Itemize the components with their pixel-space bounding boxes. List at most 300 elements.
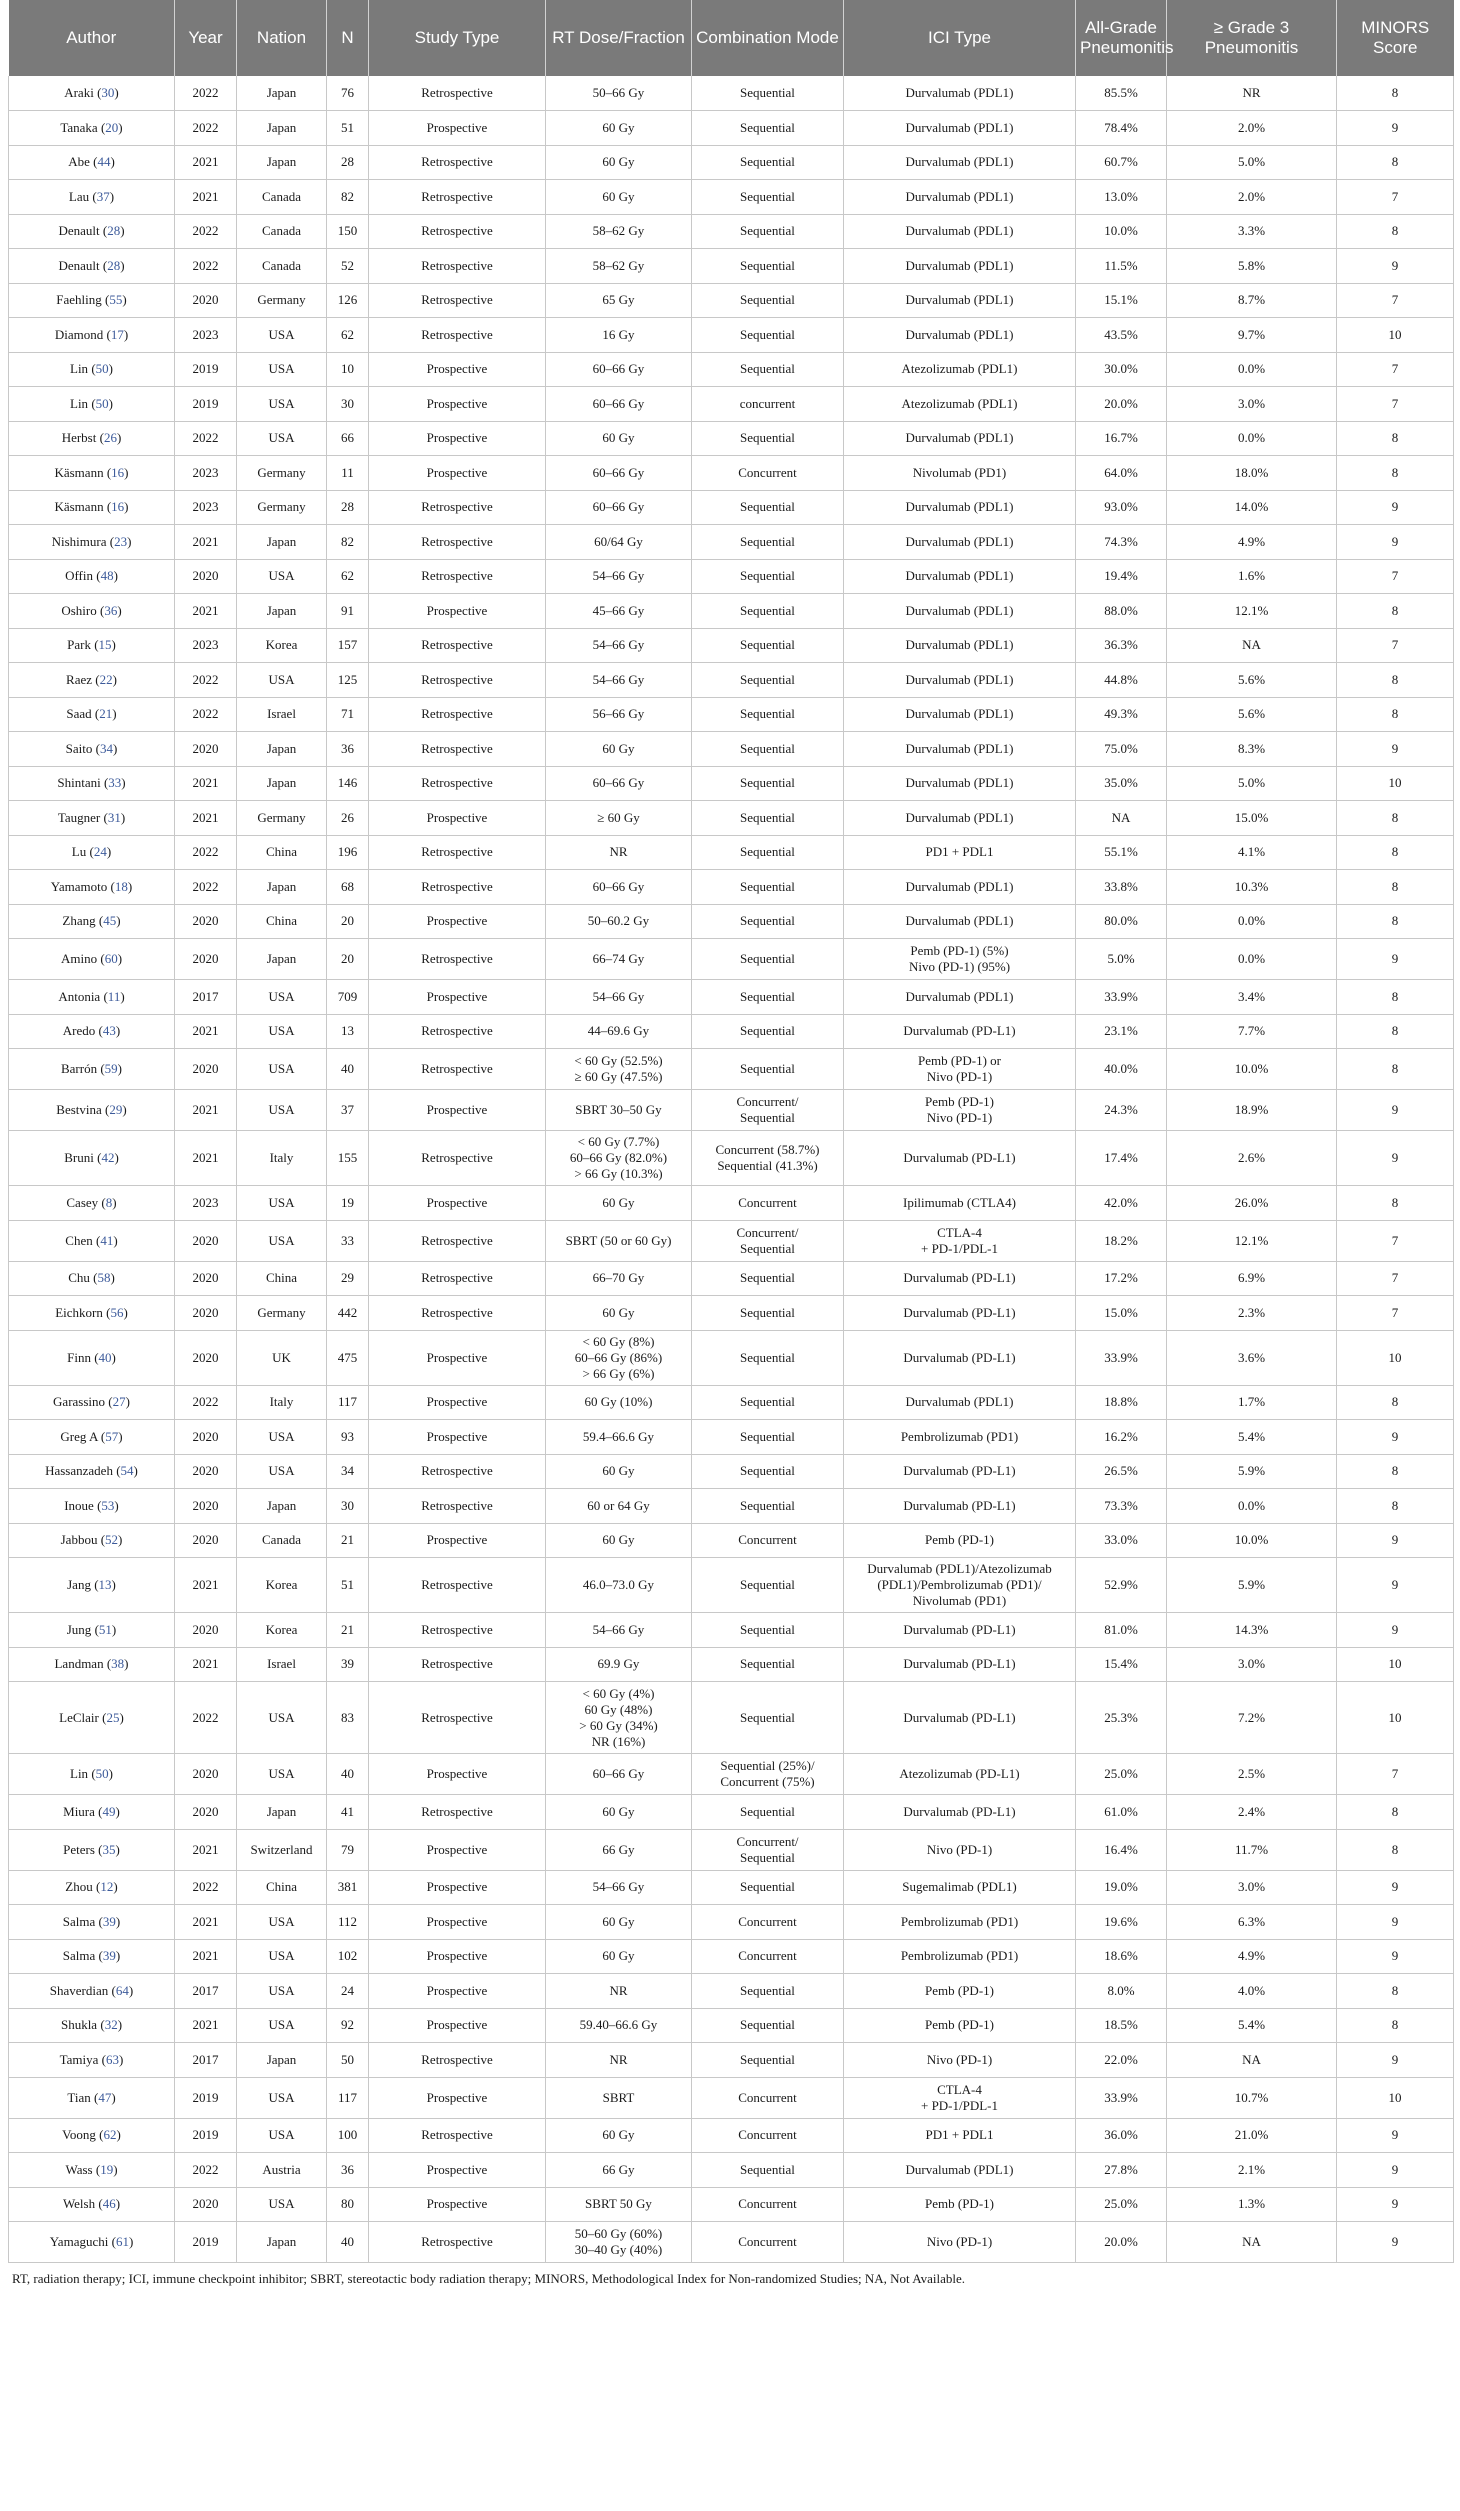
cell-author: Lin (50) [9, 1754, 175, 1795]
cell-grade3-pneumonitis: 3.0% [1167, 387, 1337, 422]
author-name: Jung [66, 1621, 92, 1637]
cell-minors-score: 9 [1337, 1939, 1454, 1974]
cell-combination-mode: Concurrent [692, 456, 844, 491]
cell-all-grade-pneumonitis: 33.0% [1076, 1523, 1167, 1558]
cell-grade3-pneumonitis: 2.5% [1167, 1754, 1337, 1795]
reference-link[interactable]: 41 [100, 1232, 114, 1248]
cell-grade3-pneumonitis: 6.9% [1167, 1261, 1337, 1296]
cell-minors-score: 7 [1337, 559, 1454, 594]
cell-rt-dose: 58–62 Gy [546, 214, 692, 249]
cell-all-grade-pneumonitis: 55.1% [1076, 835, 1167, 870]
cell-combination-mode: Sequential [692, 283, 844, 318]
cell-author: Tian (47) [9, 2077, 175, 2118]
table-row [9, 939, 1454, 980]
reference-link[interactable]: 22 [99, 671, 113, 687]
cell-nation: Korea [237, 1558, 327, 1613]
cell-year: 2022 [175, 697, 237, 732]
reference-link[interactable]: 50 [95, 361, 109, 377]
cell-all-grade-pneumonitis: 19.6% [1076, 1905, 1167, 1940]
cell-rt-dose: 50–66 Gy [546, 76, 692, 111]
reference-link[interactable]: 50 [95, 1766, 109, 1781]
cell-minors-score: 7 [1337, 1754, 1454, 1795]
author-name: Käsmann [54, 499, 104, 515]
reference-link[interactable]: 34 [99, 740, 113, 756]
cell-rt-dose: 60 Gy [546, 732, 692, 767]
cell-n: 125 [327, 663, 369, 698]
reference-link[interactable]: 63 [106, 2051, 120, 2067]
cell-nation: Germany [237, 283, 327, 318]
cell-all-grade-pneumonitis: 61.0% [1076, 1795, 1167, 1830]
cell-all-grade-pneumonitis: 16.7% [1076, 421, 1167, 456]
cell-year: 2017 [175, 2043, 237, 2078]
reference-link[interactable]: 21 [99, 706, 113, 722]
cell-grade3-pneumonitis: 1.7% [1167, 1385, 1337, 1420]
cell-nation: USA [237, 1049, 327, 1090]
cell-all-grade-pneumonitis: 18.8% [1076, 1385, 1167, 1420]
cell-nation: Japan [237, 76, 327, 111]
cell-rt-dose: 60 Gy [546, 1905, 692, 1940]
cell-ici-type: Durvalumab (PDL1) [844, 870, 1076, 905]
reference-link[interactable]: 59 [104, 1061, 118, 1076]
cell-minors-score: 7 [1337, 628, 1454, 663]
cell-study-type: Retrospective [369, 2043, 546, 2078]
reference-link[interactable]: 18 [114, 878, 128, 894]
reference-link[interactable]: 11 [107, 988, 121, 1004]
cell-ici-type: Durvalumab (PD-L1) [844, 1014, 1076, 1049]
cell-nation: Japan [237, 2222, 327, 2263]
cell-grade3-pneumonitis: 1.3% [1167, 2187, 1337, 2222]
cell-nation: Japan [237, 1795, 327, 1830]
cell-rt-dose: 65 Gy [546, 283, 692, 318]
header-author: Author [9, 0, 175, 76]
cell-study-type: Prospective [369, 1939, 546, 1974]
reference-link[interactable]: 37 [96, 188, 110, 204]
cell-ici-type: Nivolumab (PD1) [844, 456, 1076, 491]
cell-study-type: Retrospective [369, 1296, 546, 1331]
cell-minors-score: 8 [1337, 1829, 1454, 1870]
cell-n: 40 [327, 1049, 369, 1090]
cell-author: Faehling (55) [9, 283, 175, 318]
reference-link[interactable]: 28 [107, 223, 121, 239]
cell-n: 442 [327, 1296, 369, 1331]
reference-link[interactable]: 46 [102, 2196, 116, 2212]
cell-minors-score: 8 [1337, 1489, 1454, 1524]
cell-nation: UK [237, 1330, 327, 1385]
cell-ici-type: Nivo (PD-1) [844, 1829, 1076, 1870]
cell-n: 50 [327, 2043, 369, 2078]
reference-link[interactable]: 62 [103, 2127, 117, 2143]
cell-study-type: Retrospective [369, 76, 546, 111]
study-characteristics-table [8, 0, 1454, 2263]
cell-author: Eichkorn (56) [9, 1296, 175, 1331]
reference-link[interactable]: 40 [98, 1349, 112, 1365]
table-row [9, 1613, 1454, 1648]
reference-link[interactable]: 25 [106, 1709, 120, 1725]
reference-link[interactable]: 38 [111, 1656, 125, 1672]
author-name: Barrón [60, 1061, 98, 1076]
cell-study-type: Prospective [369, 421, 546, 456]
cell-author: Landman (38) [9, 1647, 175, 1682]
cell-study-type: Retrospective [369, 835, 546, 870]
cell-combination-mode: Sequential [692, 145, 844, 180]
cell-all-grade-pneumonitis: 8.0% [1076, 1974, 1167, 2009]
cell-ici-type: Durvalumab (PD-L1) [844, 1261, 1076, 1296]
reference-link[interactable]: 48 [100, 568, 114, 584]
cell-study-type: Prospective [369, 980, 546, 1015]
cell-combination-mode: Sequential [692, 1454, 844, 1489]
table-row [9, 180, 1454, 215]
author-name: Yamamoto [50, 878, 108, 894]
cell-rt-dose: 44–69.6 Gy [546, 1014, 692, 1049]
cell-all-grade-pneumonitis: 80.0% [1076, 904, 1167, 939]
author-name: Taugner [57, 809, 101, 825]
cell-ici-type: Durvalumab (PDL1) [844, 1385, 1076, 1420]
reference-link[interactable]: 64 [115, 1982, 129, 1998]
cell-year: 2020 [175, 1523, 237, 1558]
cell-combination-mode: Sequential [692, 2008, 844, 2043]
cell-ici-type: Durvalumab (PDL1) [844, 801, 1076, 836]
cell-n: 102 [327, 1939, 369, 1974]
reference-link[interactable]: 13 [98, 1577, 112, 1592]
cell-minors-score: 9 [1337, 1420, 1454, 1455]
cell-nation: Canada [237, 249, 327, 284]
cell-grade3-pneumonitis: 3.6% [1167, 1330, 1337, 1385]
cell-author: Hassanzadeh (54) [9, 1454, 175, 1489]
reference-link[interactable]: 39 [102, 1913, 116, 1929]
reference-link[interactable]: 43 [102, 1023, 116, 1039]
cell-nation: USA [237, 2008, 327, 2043]
author-name: Yamaguchi [49, 2234, 109, 2249]
reference-link[interactable]: 30 [101, 85, 115, 100]
cell-minors-score: 9 [1337, 1613, 1454, 1648]
reference-link[interactable]: 31 [107, 809, 121, 825]
cell-ici-type: Pemb (PD-1) or Nivo (PD-1) [844, 1049, 1076, 1090]
cell-minors-score: 8 [1337, 456, 1454, 491]
cell-year: 2020 [175, 1420, 237, 1455]
cell-year: 2020 [175, 283, 237, 318]
table-row [9, 283, 1454, 318]
cell-all-grade-pneumonitis: 52.9% [1076, 1558, 1167, 1613]
cell-minors-score: 9 [1337, 2118, 1454, 2153]
cell-n: 51 [327, 1558, 369, 1613]
cell-minors-score: 8 [1337, 980, 1454, 1015]
reference-link[interactable]: 35 [102, 1841, 116, 1857]
table-row [9, 1682, 1454, 1754]
cell-n: 62 [327, 559, 369, 594]
cell-year: 2022 [175, 214, 237, 249]
cell-combination-mode: concurrent [692, 387, 844, 422]
reference-link[interactable]: 33 [108, 775, 122, 791]
cell-author: Chu (58) [9, 1261, 175, 1296]
cell-grade3-pneumonitis: 2.0% [1167, 111, 1337, 146]
cell-combination-mode: Sequential [692, 732, 844, 767]
reference-link[interactable]: 16 [111, 464, 125, 480]
table-row [9, 835, 1454, 870]
cell-nation: Canada [237, 180, 327, 215]
cell-minors-score: 8 [1337, 697, 1454, 732]
author-name: Zhou [65, 1879, 93, 1895]
reference-link[interactable]: 29 [109, 1102, 123, 1117]
cell-n: 709 [327, 980, 369, 1015]
cell-year: 2019 [175, 2222, 237, 2263]
cell-nation: USA [237, 1754, 327, 1795]
cell-study-type: Retrospective [369, 1613, 546, 1648]
cell-all-grade-pneumonitis: 81.0% [1076, 1613, 1167, 1648]
cell-all-grade-pneumonitis: 93.0% [1076, 490, 1167, 525]
cell-minors-score: 9 [1337, 2187, 1454, 2222]
reference-link[interactable]: 28 [107, 257, 121, 273]
cell-rt-dose: 60–66 Gy [546, 352, 692, 387]
cell-all-grade-pneumonitis: 25.3% [1076, 1682, 1167, 1754]
cell-minors-score: 10 [1337, 1647, 1454, 1682]
table-row [9, 1385, 1454, 1420]
cell-author: Jung (51) [9, 1613, 175, 1648]
cell-n: 24 [327, 1974, 369, 2009]
cell-rt-dose: 60 or 64 Gy [546, 1489, 692, 1524]
table-row [9, 1296, 1454, 1331]
cell-minors-score: 7 [1337, 1261, 1454, 1296]
cell-nation: China [237, 1870, 327, 1905]
cell-minors-score: 9 [1337, 2222, 1454, 2263]
cell-grade3-pneumonitis: 5.9% [1167, 1558, 1337, 1613]
cell-minors-score: 9 [1337, 1131, 1454, 1186]
cell-study-type: Prospective [369, 1090, 546, 1131]
cell-year: 2020 [175, 559, 237, 594]
cell-nation: Germany [237, 490, 327, 525]
reference-link[interactable]: 23 [114, 533, 128, 549]
table-row [9, 1558, 1454, 1613]
cell-n: 76 [327, 76, 369, 111]
reference-link[interactable]: 19 [100, 2161, 114, 2177]
cell-n: 20 [327, 939, 369, 980]
cell-all-grade-pneumonitis: 88.0% [1076, 594, 1167, 629]
cell-ici-type: Pemb (PD-1) [844, 2008, 1076, 2043]
cell-n: 36 [327, 732, 369, 767]
cell-grade3-pneumonitis: 2.0% [1167, 180, 1337, 215]
reference-link[interactable]: 51 [98, 1621, 112, 1637]
cell-n: 82 [327, 180, 369, 215]
header-combination-mode: Combination Mode [692, 0, 844, 76]
cell-year: 2022 [175, 663, 237, 698]
reference-link[interactable]: 24 [93, 844, 107, 860]
cell-minors-score: 8 [1337, 214, 1454, 249]
cell-ici-type: Atezolizumab (PDL1) [844, 387, 1076, 422]
cell-all-grade-pneumonitis: 25.0% [1076, 2187, 1167, 2222]
cell-combination-mode: Sequential [692, 1489, 844, 1524]
cell-study-type: Retrospective [369, 214, 546, 249]
cell-combination-mode: Concurrent/ Sequential [692, 1220, 844, 1261]
table-row [9, 1049, 1454, 1090]
cell-author: Tanaka (20) [9, 111, 175, 146]
author-name: Nishimura [51, 533, 107, 549]
cell-ici-type: Durvalumab (PDL1) [844, 525, 1076, 560]
cell-year: 2021 [175, 145, 237, 180]
cell-ici-type: Durvalumab (PD-L1) [844, 1489, 1076, 1524]
header-all-grade-pneumonitis: All-Grade Pneumonitis [1076, 0, 1167, 76]
cell-combination-mode: Sequential [692, 76, 844, 111]
cell-year: 2020 [175, 1330, 237, 1385]
cell-year: 2023 [175, 1186, 237, 1221]
cell-nation: Korea [237, 628, 327, 663]
cell-rt-dose: < 60 Gy (7.7%) 60–66 Gy (82.0%) > 66 Gy (10.3%) [546, 1131, 692, 1186]
cell-rt-dose: 60–66 Gy [546, 766, 692, 801]
table-row [9, 421, 1454, 456]
cell-combination-mode: Sequential [692, 1870, 844, 1905]
reference-link[interactable]: 26 [103, 430, 117, 446]
reference-link[interactable]: 39 [102, 1948, 116, 1964]
cell-nation: Austria [237, 2153, 327, 2188]
cell-grade3-pneumonitis: 6.3% [1167, 1905, 1337, 1940]
cell-author: Saad (21) [9, 697, 175, 732]
reference-link[interactable]: 53 [101, 1497, 115, 1513]
reference-link[interactable]: 44 [97, 154, 111, 170]
reference-link[interactable]: 36 [104, 602, 118, 618]
cell-author: Saito (34) [9, 732, 175, 767]
cell-year: 2022 [175, 1385, 237, 1420]
cell-grade3-pneumonitis: 12.1% [1167, 1220, 1337, 1261]
reference-link[interactable]: 60 [104, 951, 118, 966]
reference-link[interactable]: 15 [98, 637, 112, 653]
cell-nation: Italy [237, 1385, 327, 1420]
cell-year: 2020 [175, 1220, 237, 1261]
cell-study-type: Retrospective [369, 2222, 546, 2263]
cell-ici-type: Durvalumab (PDL1) [844, 214, 1076, 249]
cell-nation: USA [237, 1905, 327, 1940]
cell-all-grade-pneumonitis: 13.0% [1076, 180, 1167, 215]
author-name: Peters [63, 1841, 95, 1857]
reference-link[interactable]: 56 [110, 1304, 124, 1320]
cell-rt-dose: < 60 Gy (8%) 60–66 Gy (86%) > 66 Gy (6%) [546, 1330, 692, 1385]
cell-year: 2022 [175, 2153, 237, 2188]
cell-minors-score: 10 [1337, 1682, 1454, 1754]
reference-link[interactable]: 54 [120, 1463, 134, 1479]
cell-study-type: Retrospective [369, 939, 546, 980]
cell-n: 11 [327, 456, 369, 491]
cell-combination-mode: Sequential [692, 594, 844, 629]
cell-ici-type: Durvalumab (PDL1) [844, 628, 1076, 663]
cell-n: 62 [327, 318, 369, 353]
reference-link[interactable]: 17 [110, 326, 124, 342]
cell-grade3-pneumonitis: 0.0% [1167, 421, 1337, 456]
author-name: Oshiro [61, 602, 97, 618]
reference-link[interactable]: 27 [112, 1394, 126, 1410]
reference-link[interactable]: 57 [105, 1428, 119, 1444]
cell-all-grade-pneumonitis: 44.8% [1076, 663, 1167, 698]
reference-link[interactable]: 16 [111, 499, 125, 515]
cell-rt-dose: 46.0–73.0 Gy [546, 1558, 692, 1613]
author-name: Bruni [64, 1150, 94, 1165]
cell-nation: Canada [237, 214, 327, 249]
cell-nation: Switzerland [237, 1829, 327, 1870]
reference-link[interactable]: 47 [98, 2089, 112, 2105]
cell-study-type: Retrospective [369, 1647, 546, 1682]
reference-link[interactable]: 49 [102, 1803, 116, 1819]
cell-all-grade-pneumonitis: 40.0% [1076, 1049, 1167, 1090]
cell-author: Jabbou (52) [9, 1523, 175, 1558]
cell-all-grade-pneumonitis: 22.0% [1076, 2043, 1167, 2078]
cell-combination-mode: Sequential [692, 1296, 844, 1331]
cell-ici-type: Durvalumab (PDL1) [844, 76, 1076, 111]
cell-author: Garassino (27) [9, 1385, 175, 1420]
cell-study-type: Prospective [369, 111, 546, 146]
cell-study-type: Retrospective [369, 1558, 546, 1613]
cell-author: Barrón (59) [9, 1049, 175, 1090]
cell-study-type: Prospective [369, 1523, 546, 1558]
reference-link[interactable]: 52 [105, 1532, 119, 1548]
cell-ici-type: Durvalumab (PDL1) [844, 180, 1076, 215]
cell-minors-score: 8 [1337, 1385, 1454, 1420]
cell-year: 2019 [175, 2077, 237, 2118]
reference-link[interactable]: 32 [104, 2017, 118, 2033]
cell-grade3-pneumonitis: 8.7% [1167, 283, 1337, 318]
cell-n: 66 [327, 421, 369, 456]
cell-minors-score: 8 [1337, 145, 1454, 180]
cell-study-type: Prospective [369, 387, 546, 422]
table-row [9, 387, 1454, 422]
reference-link[interactable]: 45 [103, 913, 117, 929]
cell-rt-dose: 54–66 Gy [546, 1613, 692, 1648]
cell-rt-dose: 50–60.2 Gy [546, 904, 692, 939]
cell-author: Denault (28) [9, 249, 175, 284]
reference-link[interactable]: 20 [105, 119, 119, 135]
cell-year: 2020 [175, 1049, 237, 1090]
table-row [9, 2118, 1454, 2153]
cell-minors-score: 8 [1337, 870, 1454, 905]
cell-all-grade-pneumonitis: 64.0% [1076, 456, 1167, 491]
reference-link[interactable]: 61 [115, 2234, 129, 2249]
cell-ici-type: Durvalumab (PDL1) [844, 2153, 1076, 2188]
reference-link[interactable]: 58 [97, 1270, 111, 1286]
cell-ici-type: Sugemalimab (PDL1) [844, 1870, 1076, 1905]
table-row [9, 663, 1454, 698]
cell-minors-score: 8 [1337, 76, 1454, 111]
cell-all-grade-pneumonitis: 20.0% [1076, 387, 1167, 422]
cell-ici-type: Durvalumab (PDL1) [844, 111, 1076, 146]
cell-rt-dose: 66–74 Gy [546, 939, 692, 980]
reference-link[interactable]: 55 [109, 292, 123, 308]
cell-study-type: Retrospective [369, 2118, 546, 2153]
cell-author: Abe (44) [9, 145, 175, 180]
cell-minors-score: 10 [1337, 318, 1454, 353]
cell-study-type: Prospective [369, 1420, 546, 1455]
cell-year: 2017 [175, 980, 237, 1015]
cell-author: Amino (60) [9, 939, 175, 980]
cell-n: 28 [327, 490, 369, 525]
reference-link[interactable]: 50 [95, 395, 109, 411]
cell-rt-dose: 60 Gy [546, 1795, 692, 1830]
author-name: Raez [66, 671, 93, 687]
cell-combination-mode: Sequential [692, 1682, 844, 1754]
cell-minors-score: 10 [1337, 2077, 1454, 2118]
cell-minors-score: 10 [1337, 1330, 1454, 1385]
cell-combination-mode: Sequential [692, 801, 844, 836]
cell-minors-score: 9 [1337, 2153, 1454, 2188]
cell-all-grade-pneumonitis: 18.6% [1076, 1939, 1167, 1974]
cell-nation: China [237, 1261, 327, 1296]
cell-n: 40 [327, 1754, 369, 1795]
reference-link[interactable]: 42 [101, 1150, 115, 1165]
cell-grade3-pneumonitis: 14.0% [1167, 490, 1337, 525]
cell-minors-score: 9 [1337, 1905, 1454, 1940]
cell-grade3-pneumonitis: 15.0% [1167, 801, 1337, 836]
table-row [9, 1090, 1454, 1131]
cell-rt-dose: 60 Gy [546, 421, 692, 456]
cell-n: 155 [327, 1131, 369, 1186]
reference-link[interactable]: 12 [100, 1879, 114, 1895]
cell-author: Finn (40) [9, 1330, 175, 1385]
reference-link[interactable]: 8 [105, 1194, 113, 1210]
author-name: Park [67, 637, 91, 653]
